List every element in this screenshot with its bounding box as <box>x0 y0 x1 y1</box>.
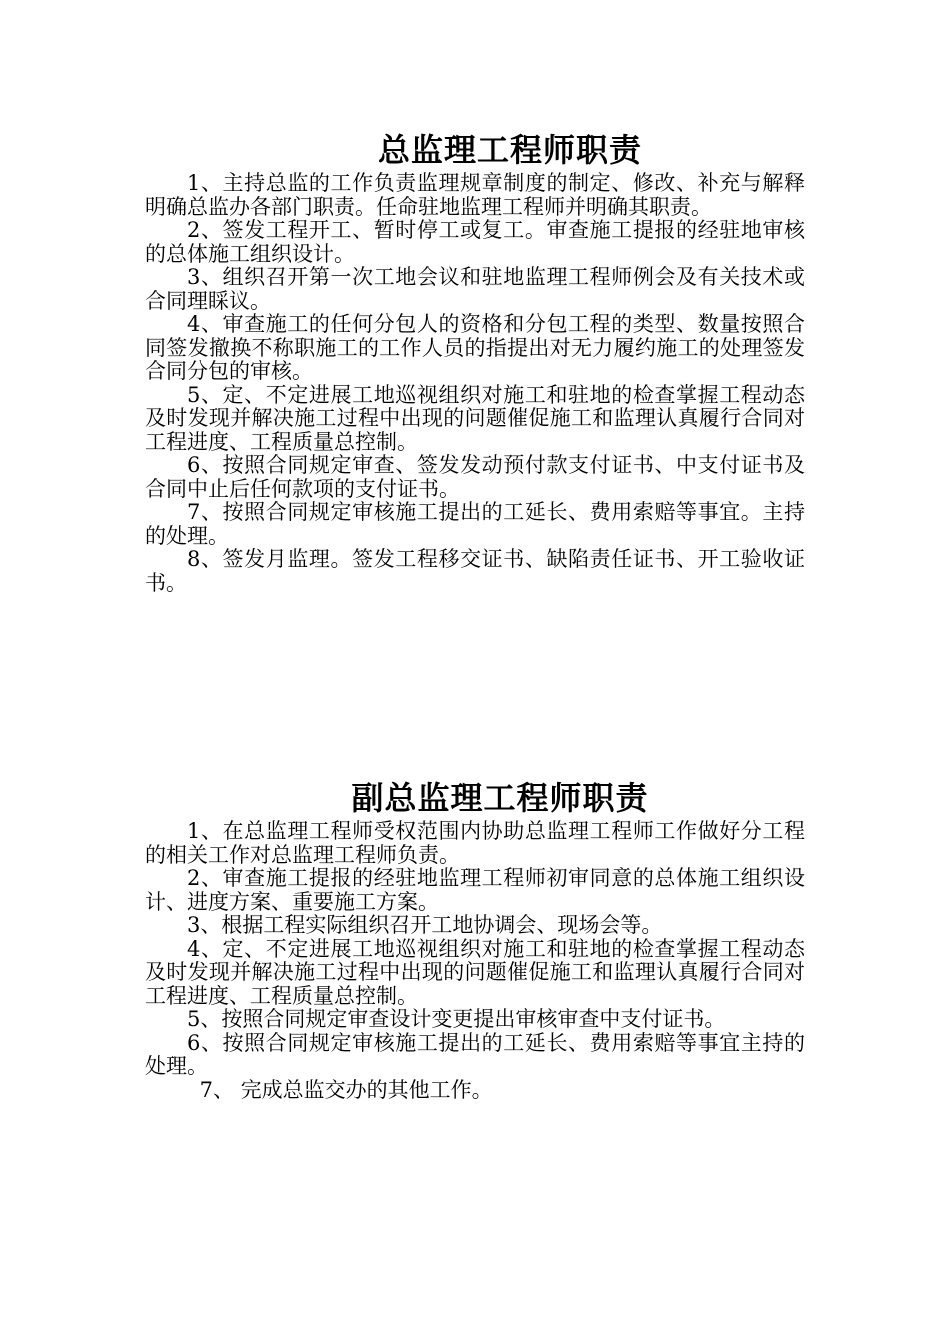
section-chief-engineer-duties <box>145 128 805 595</box>
duty-item: 1、主持总监的工作负责监理规章制度的制定、修改、补充与解释明确总监办各部门职责。任命驻地监理工程师并明确其职责。 <box>145 171 805 219</box>
duty-item: 4、审查施工的任何分包人的资格和分包工程的类型、数量按照合同签发撤换不称职施工的工作人员的指提出对无力履约施工的处理签发合同分包的审核。 <box>145 312 805 383</box>
duty-item: 7、 完成总监交办的其他工作。 <box>199 1077 493 1102</box>
section-title: 副总监理工程师职责 <box>351 779 649 817</box>
duty-item: 7、按照合同规定审核施工提出的工延长、费用索赔等事宜。主持的处理。 <box>145 500 805 548</box>
section-title: 总监理工程师职责 <box>377 131 642 169</box>
duty-item: 5、按照合同规定审查设计变更提出审核审查中支付证书。 <box>187 1007 726 1031</box>
duty-item: 5、定、不定进展工地巡视组织对施工和驻地的检查掌握工程动态及时发现并解决施工过程中出现的问题催促施工和监理认真履行合同对工程进度、工程质量总控制。 <box>145 382 805 454</box>
duty-item: 8、签发月监理。签发工程移交证书、缺陷责任证书、开工验收证书。 <box>145 547 805 595</box>
duty-item: 3、组织召开第一次工地会议和驻地监理工程师例会及有关技术或合同理睬议。 <box>145 265 805 313</box>
duty-item: 6、按照合同规定审查、签发发动预付款支付证书、中支付证书及合同中止后任何款项的支付证书。 <box>145 453 805 501</box>
duty-item: 3、根据工程实际组织召开工地协调会、现场会等。 <box>187 913 663 937</box>
duty-item: 1、在总监理工程师受权范围内协助总监理工程师工作做好分工程的相关工作对总监理工程师负责。 <box>145 819 805 867</box>
duty-item: 6、按照合同规定审核施工提出的工延长、费用索赔等事宜主持的处理。 <box>145 1030 805 1078</box>
duty-item: 2、签发工程开工、暂时停工或复工。审查施工提报的经驻地审核的总体施工组织设计。 <box>145 218 805 266</box>
duty-item: 4、定、不定进展工地巡视组织对施工和驻地的检查掌握工程动态及时发现并解决施工过程中出现的问题催促施工和监理认真履行合同对工程进度、工程质量总控制。 <box>145 936 805 1008</box>
duty-item: 2、审查施工提报的经驻地监理工程师初审同意的总体施工组织设计、进度方案、重要施工方案。 <box>145 866 805 914</box>
section-deputy-chief-engineer-duties <box>145 776 805 1102</box>
